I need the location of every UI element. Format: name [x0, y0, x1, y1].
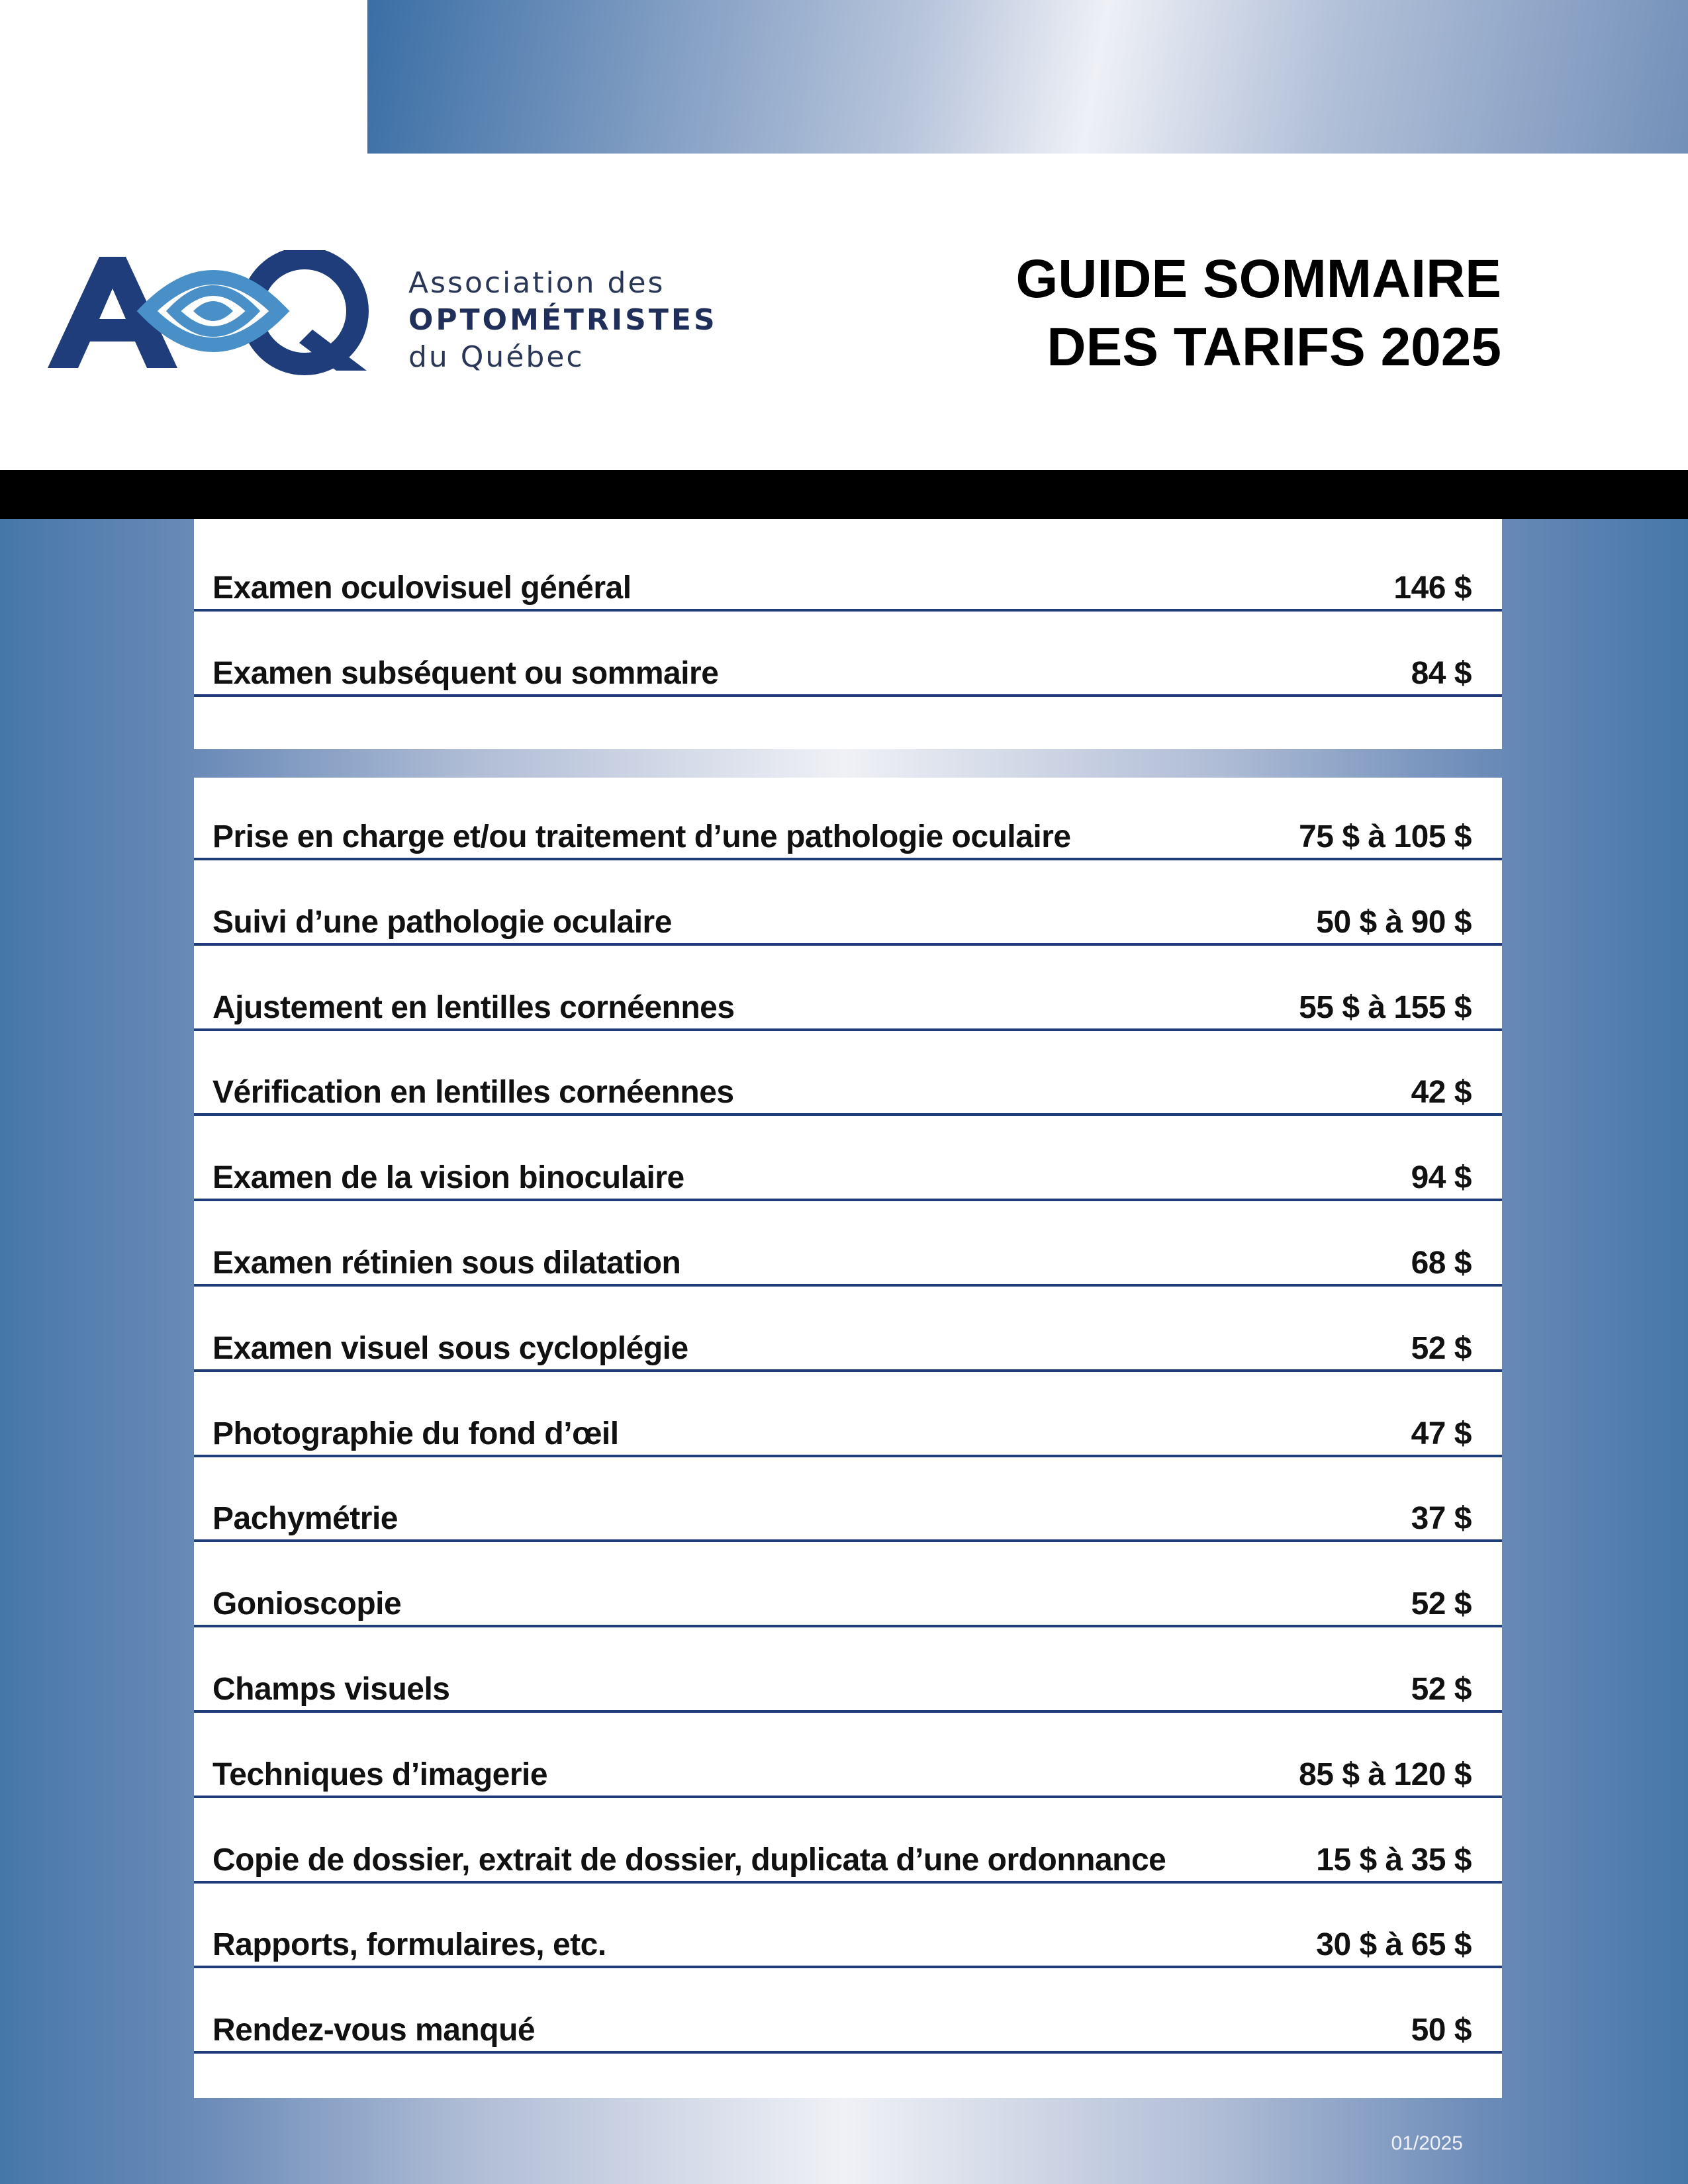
fee-price: 52 $ — [1411, 1330, 1472, 1366]
fee-price: 84 $ — [1411, 656, 1472, 691]
title-line-1: GUIDE SOMMAIRE — [1015, 249, 1501, 309]
fee-price: 146 $ — [1393, 570, 1472, 606]
title-line-2: DES TARIFS 2025 — [1047, 317, 1501, 377]
fee-label: Photographie du fond d’œil — [212, 1416, 619, 1451]
header-gradient-band — [367, 0, 1688, 154]
fee-label: Ajustement en lentilles cornéennes — [212, 989, 735, 1025]
footer-date: 01/2025 — [1391, 2132, 1463, 2154]
fee-label: Champs visuels — [212, 1672, 450, 1707]
logo-line-association: Association des — [408, 266, 665, 300]
logo-line-quebec: du Québec — [408, 340, 585, 374]
fee-row — [194, 1416, 1502, 1457]
fee-row — [194, 1075, 1502, 1116]
fee-price: 15 $ à 35 $ — [1316, 1842, 1472, 1878]
aoq-logo-mark-icon — [48, 250, 372, 376]
fee-row — [194, 656, 1502, 697]
fee-label: Vérification en lentilles cornéennes — [212, 1075, 734, 1111]
aoq-logo — [48, 250, 718, 376]
fee-row — [194, 1330, 1502, 1372]
fee-label: Examen rétinien sous dilatation — [212, 1246, 681, 1281]
fee-price: 30 $ à 65 $ — [1316, 1927, 1472, 1963]
fee-label: Copie de dossier, extrait de dossier, duplicata d’une ordonnance — [212, 1842, 1166, 1878]
fee-price: 42 $ — [1411, 1075, 1472, 1111]
fee-label: Prise en charge et/ou traitement d’une pathologie oculaire — [212, 819, 1071, 854]
fee-price: 50 $ — [1411, 2013, 1472, 2048]
fee-row — [194, 1756, 1502, 1798]
fee-price: 94 $ — [1411, 1160, 1472, 1196]
fee-price: 37 $ — [1411, 1501, 1472, 1537]
fee-label: Suivi d’une pathologie oculaire — [212, 904, 672, 940]
logo-wordmark — [408, 265, 718, 376]
fee-price: 47 $ — [1411, 1416, 1472, 1451]
fee-row — [194, 1246, 1502, 1287]
fee-label: Examen visuel sous cycloplégie — [212, 1330, 688, 1366]
fee-row — [194, 1672, 1502, 1713]
fee-price: 68 $ — [1411, 1246, 1472, 1281]
fee-label: Examen de la vision binoculaire — [212, 1160, 684, 1196]
fee-price: 85 $ à 120 $ — [1299, 1756, 1472, 1792]
fee-price: 55 $ à 155 $ — [1299, 989, 1472, 1025]
fee-row — [194, 1586, 1502, 1627]
fee-label: Techniques d’imagerie — [212, 1756, 548, 1792]
fee-row — [194, 819, 1502, 860]
document-title — [1016, 245, 1501, 381]
fee-row — [194, 1160, 1502, 1201]
fee-row — [194, 904, 1502, 946]
logo-line-optometristes: OPTOMÉTRISTES — [408, 303, 718, 337]
fee-label: Pachymétrie — [212, 1501, 398, 1537]
fee-row — [194, 1501, 1502, 1542]
fee-panel-exams — [194, 519, 1502, 749]
fee-panel-services — [194, 778, 1502, 2098]
fee-price: 50 $ à 90 $ — [1316, 904, 1472, 940]
fee-price: 75 $ à 105 $ — [1299, 819, 1472, 854]
fee-row — [194, 570, 1502, 612]
fee-row — [194, 2013, 1502, 2054]
fee-label: Examen oculovisuel général — [212, 570, 632, 606]
fee-label: Rapports, formulaires, etc. — [212, 1927, 606, 1963]
fee-row — [194, 1842, 1502, 1884]
fee-row — [194, 989, 1502, 1031]
fee-label: Rendez-vous manqué — [212, 2013, 536, 2048]
fee-price: 52 $ — [1411, 1586, 1472, 1622]
fee-price: 52 $ — [1411, 1672, 1472, 1707]
fee-label: Examen subséquent ou sommaire — [212, 656, 719, 691]
fee-label: Gonioscopie — [212, 1586, 402, 1622]
header-divider-bar — [0, 470, 1688, 519]
fee-row — [194, 1927, 1502, 1968]
